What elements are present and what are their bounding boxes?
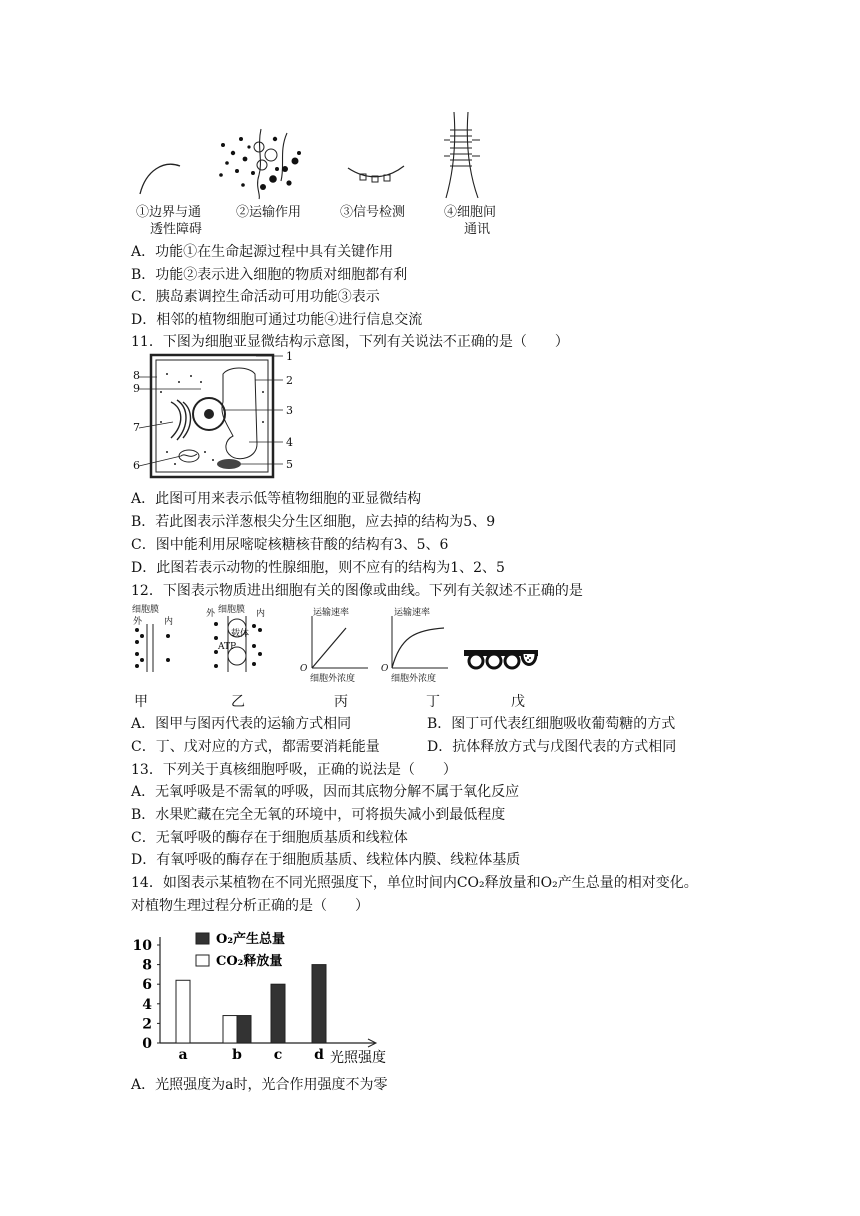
q12-bing-ylabel: 运输速率: [313, 608, 350, 618]
q10-option-d: D．相邻的植物细胞可通过功能④进行信息交流: [131, 312, 423, 328]
q12-panel-jia: 甲: [134, 694, 148, 710]
q12-jia-outside-label: 外: [133, 617, 143, 627]
q12-jia-membrane-label: 细胞膜: [132, 605, 160, 615]
q11-cell-diagram: [131, 352, 301, 482]
bar-co2-b: [223, 1016, 237, 1043]
q14-option-a: A．光照强度为a时，光合作用强度不为零: [131, 1077, 388, 1093]
q11-label-5: 5: [286, 458, 293, 471]
fig10-transport-figure: [215, 125, 310, 200]
y-tick-label: 4: [142, 996, 152, 1013]
fig10-boundary-icon: [136, 152, 186, 202]
q12-stem: 12．下图表示物质进出细胞有关的图像或曲线。下列有关叙述不正确的是: [131, 583, 583, 599]
x-axis-label: 光照强度: [330, 1050, 386, 1066]
q13-option-b: B．水果贮藏在完全无氧的环境中，可将损失减小到最低程度: [131, 807, 506, 823]
q14-stem-line1: 14．如图表示某植物在不同光照强度下，单位时间内CO₂释放量和O₂产生总量的相对变化。: [131, 875, 698, 891]
q12-ding-xlabel: 细胞外浓度: [391, 674, 437, 684]
fig10-caption-1a: ①边界与通: [136, 205, 202, 220]
q14-stem-line2: 对植物生理过程分析正确的是（ ）: [131, 898, 369, 914]
fig10-caption-1b: 透性障碍: [150, 222, 203, 237]
q11-label-6: 6: [133, 459, 140, 472]
q14-bar-chart: [130, 925, 410, 1065]
y-tick-label: 6: [142, 977, 152, 994]
fig10-signal-icon: [346, 160, 406, 190]
fig10-caption-3: ③信号检测: [340, 205, 406, 220]
q11-option-a: A．此图可用来表示低等植物细胞的亚显微结构: [131, 491, 422, 507]
q12-ding-ylabel: 运输速率: [394, 608, 431, 618]
q11-option-d: D．此图若表示动物的性腺细胞，则不应有的结构为1、2、5: [131, 560, 505, 576]
q11-label-7: 7: [133, 421, 140, 434]
y-tick-label: 0: [142, 1036, 152, 1052]
x-tick-label: d: [314, 1047, 324, 1063]
y-tick-label: 10: [132, 938, 152, 954]
q11-label-9: 9: [133, 382, 140, 395]
q12-ding-graph: [386, 614, 456, 674]
q12-bing-graph: [306, 614, 376, 674]
q13-option-d: D．有氧呼吸的酶存在于细胞质基质、线粒体内膜、线粒体基质: [131, 852, 521, 868]
q11-label-3: 3: [286, 404, 293, 417]
fig10-communication-icon: [440, 110, 484, 200]
q12-jia-inside-label: 内: [164, 617, 174, 627]
q12-jia-figure: [132, 624, 182, 674]
q11-stem: 11．下图为细胞亚显微结构示意图，下列有关说法不正确的是（ ）: [131, 334, 569, 350]
q11-label-4: 4: [286, 436, 293, 449]
legend-o2-swatch: [196, 933, 209, 944]
q12-bing-xlabel: 细胞外浓度: [310, 674, 356, 684]
q13-stem: 13．下列关于真核细胞呼吸，正确的说法是（ ）: [131, 762, 457, 778]
fig10-caption-4b: 通讯: [464, 222, 491, 237]
q12-yi-outside-label: 外: [206, 609, 216, 619]
q12-bing-origin: O: [300, 664, 308, 674]
x-tick-label: a: [178, 1047, 188, 1063]
q11-label-1: 1: [286, 350, 293, 363]
q12-yi-carrier-label: 载体: [231, 629, 250, 639]
bar-co2-a: [176, 980, 190, 1043]
q12-option-a: A．图甲与图丙代表的运输方式相同: [131, 716, 352, 732]
q12-panel-wu: 戊: [511, 694, 525, 710]
legend-co2-label: CO₂释放量: [216, 954, 283, 969]
bar-o2-d: [312, 965, 326, 1043]
x-tick-label: b: [232, 1047, 242, 1063]
q12-yi-atp-label: ATP: [218, 642, 237, 652]
q13-option-a: A．无氧呼吸是不需氧的呼吸，因而其底物分解不属于氧化反应: [131, 784, 520, 800]
q12-option-b: B．图丁可代表红细胞吸收葡萄糖的方式: [427, 716, 676, 732]
q11-label-2: 2: [286, 374, 293, 387]
q12-yi-membrane-label: 细胞膜: [218, 605, 246, 615]
q12-panel-ding: 丁: [426, 694, 440, 710]
q12-panel-yi: 乙: [231, 694, 245, 710]
q12-option-d: D．抗体释放方式与戊图代表的方式相同: [427, 739, 677, 755]
x-tick-label: c: [273, 1047, 283, 1063]
bar-o2-b: [237, 1016, 251, 1043]
fig10-caption-2: ②运输作用: [236, 205, 302, 220]
y-tick-label: 2: [142, 1016, 152, 1033]
q10-option-c: C．胰岛素调控生命活动可用功能③表示: [131, 289, 380, 305]
q12-ding-origin: O: [381, 664, 389, 674]
legend-co2-swatch: [196, 955, 209, 966]
y-tick-label: 8: [142, 957, 152, 974]
q12-yi-figure: [208, 616, 268, 676]
q12-panel-bing: 丙: [334, 694, 348, 710]
q12-option-c: C．丁、戊对应的方式，都需要消耗能量: [131, 739, 380, 755]
q10-option-b: B．功能②表示进入细胞的物质对细胞都有利: [131, 267, 408, 283]
fig10-caption-1: [136, 204, 202, 238]
q11-label-8: 8: [133, 369, 140, 382]
q12-wu-figure: [464, 648, 540, 670]
legend-o2-label: O₂产生总量: [216, 932, 286, 947]
fig10-caption-4a: ④细胞间: [444, 205, 497, 220]
q11-option-b: B．若此图表示洋葱根尖分生区细胞，应去掉的结构为5、9: [131, 514, 496, 530]
bar-o2-c: [271, 984, 285, 1043]
fig10-caption-4: [444, 204, 496, 238]
q11-option-c: C．图中能利用尿嘧啶核糖核苷酸的结构有3、5、6: [131, 537, 449, 553]
q12-yi-inside-label: 内: [256, 609, 266, 619]
q10-option-a: A．功能①在生命起源过程中具有关键作用: [131, 244, 394, 260]
q13-option-c: C．无氧呼吸的酶存在于细胞质基质和线粒体: [131, 830, 408, 846]
